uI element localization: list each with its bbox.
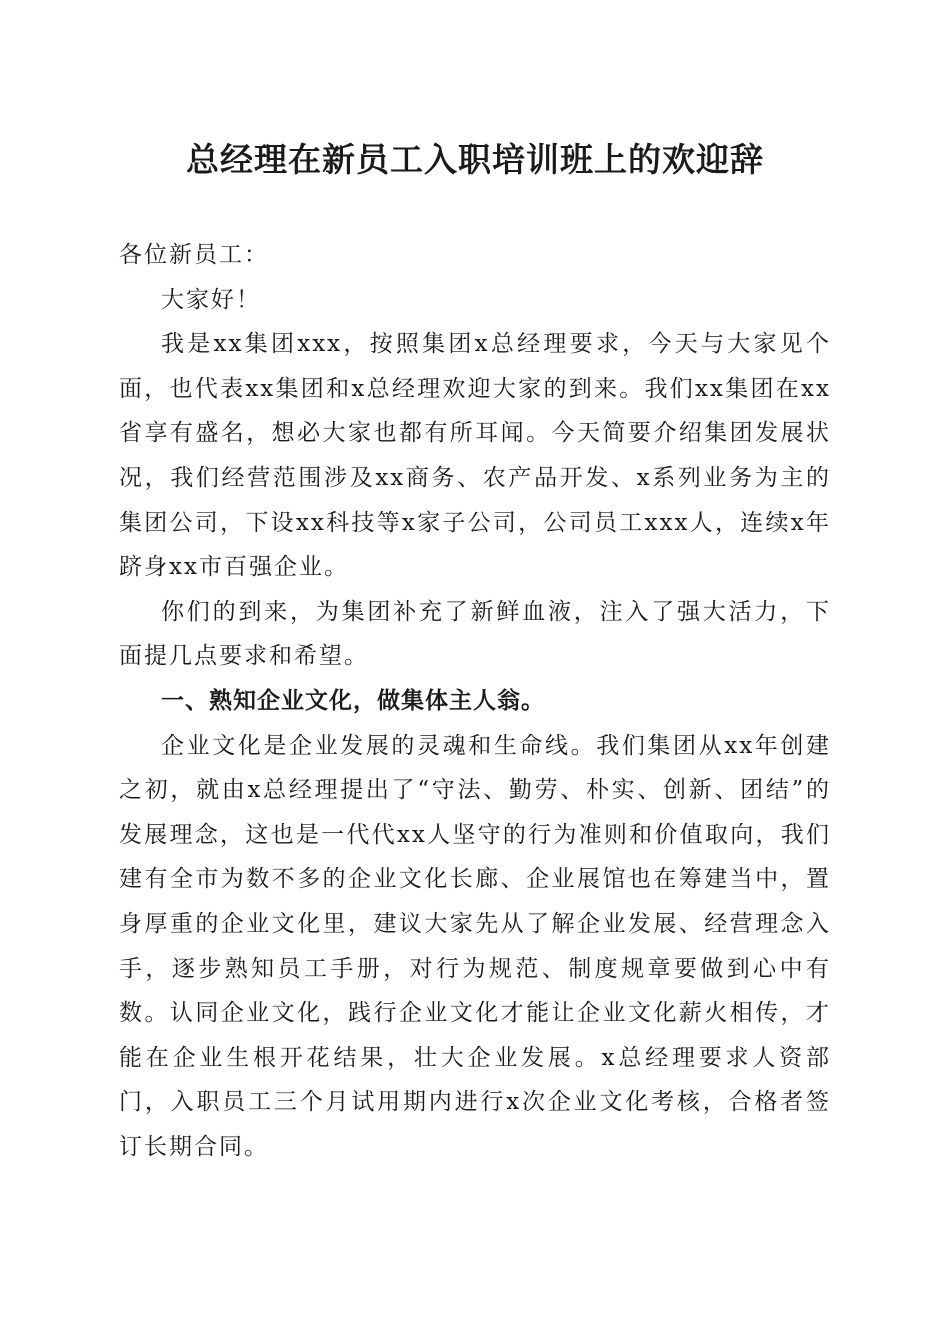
section-heading-1: 一、熟知企业文化，做集体主人翁。 [161, 687, 545, 714]
greeting: 大家好！ [161, 286, 261, 313]
salutation: 各位新员工： [119, 242, 269, 268]
paragraph-corporate-culture: 企业文化是企业发展的灵魂和生命线。我们集团从xx年创建之初，就由x总经理提出了“守法、勤劳、朴实、创新、团结”的发展理念，这也是一代代xx人坚守的行为准则和价值取向，我们建有全市为数不多的企业文化长廊、企业展馆也在筹建当中，置身厚重的企业文化里，建议大家先从了解企业发展、经营理念入手，逐步熟知员工手册，对行为规范、制度规章要做到心中有数。认同企业文化，践行企业文化才能让企业文化薪火相传，才能在企业生根开花结果，壮大企业发展。x总经理要求人资部门，入职员工三个月试用期内进行x次企业文化考核，合格者签订长期合同。 [119, 732, 831, 1160]
paragraph-transition: 你们的到来，为集团补充了新鲜血液，注入了强大活力，下面提几点要求和希望。 [119, 598, 831, 670]
document-title: 总经理在新员工入职培训班上的欢迎辞 [186, 140, 764, 179]
document-body [119, 233, 831, 1169]
paragraph-intro: 我是xx集团xxx，按照集团x总经理要求，今天与大家见个面，也代表xx集团和x总经理欢迎大家的到来。我们xx集团在xx省享有盛名，想必大家也都有所耳闻。今天简要介绍集团发展状况，我们经营范围涉及xx商务、农产品开发、x系列业务为主的集团公司，下设xx科技等x家子公司，公司员工xxx人，连续x年跻身xx市百强企业。 [119, 331, 831, 581]
